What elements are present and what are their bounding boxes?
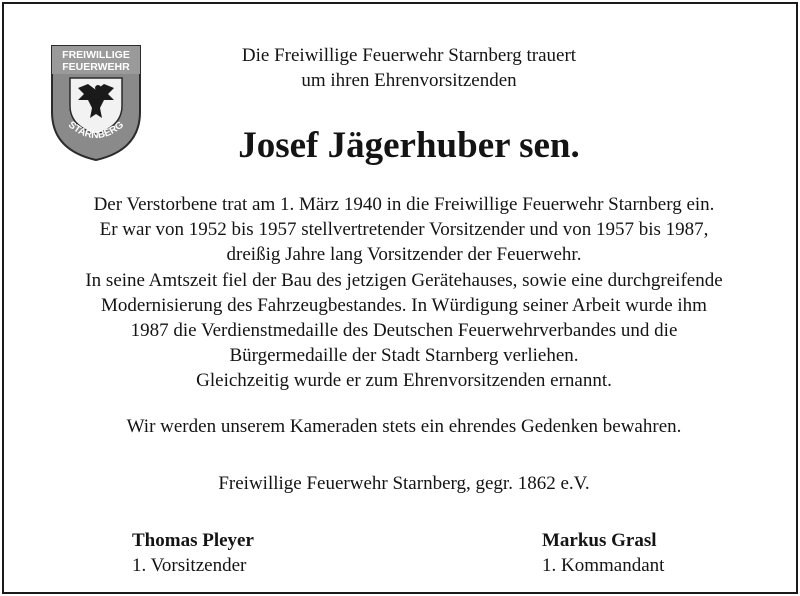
body-line: Gleichzeitig wurde er zum Ehrenvorsitzenden ernannt. xyxy=(196,370,612,392)
body-line: Der Verstorbene trat am 1. März 1940 in die Freiwillige Feuerwehr Starnberg ein. xyxy=(93,194,715,215)
body-line: Bürgermedaille der Stadt Starnberg verliehen. xyxy=(229,345,579,367)
logo-arc-text: STARNBERG xyxy=(66,119,126,142)
organization-line: Freiwillige Feuerwehr Starnberg, gegr. 1862 e.V. xyxy=(218,473,590,494)
signatory-right xyxy=(542,528,664,578)
body-line: dreißig Jahre lang Vorsitzender der Feuerwehr. xyxy=(226,244,582,266)
signatory-name: Markus Grasl xyxy=(542,530,657,551)
header-line-2: um ihren Ehrenvorsitzenden xyxy=(301,70,517,91)
body-line: Modernisierung des Fahrzeugbestandes. In Würdigung seiner Arbeit wurde ihm xyxy=(101,294,707,316)
signatory-name: Thomas Pleyer xyxy=(132,530,254,551)
logo-line1: FREIWILLIGE xyxy=(62,49,130,61)
body-line: In seine Amtszeit fiel der Bau des jetzigen Gerätehauses, sowie eine durchgreifende xyxy=(85,269,723,291)
header-line-1: Die Freiwillige Feuerwehr Starnberg trauert xyxy=(241,45,577,66)
notice-header xyxy=(154,43,664,93)
fire-brigade-logo xyxy=(48,42,144,162)
body-line: Er war von 1952 bis 1957 stellvertretender Vorsitzender und von 1957 bis 1987, xyxy=(99,219,709,241)
signatory-left xyxy=(132,528,254,578)
body-line: 1987 die Verdienstmedaille des Deutschen Feuerwehrverbandes und die xyxy=(130,320,678,342)
tribute-line: Wir werden unserem Kameraden stets ein ehrendes Gedenken bewahren. xyxy=(126,416,682,437)
fire-brigade-badge-icon xyxy=(48,42,144,162)
obituary-body xyxy=(14,192,794,394)
logo-line2: FEUERWEHR xyxy=(62,61,130,73)
deceased-name: Josef Jägerhuber sen. xyxy=(238,125,580,166)
obituary-notice xyxy=(2,2,798,594)
signatory-role: 1. Vorsitzender xyxy=(132,555,247,576)
signatory-role: 1. Kommandant xyxy=(542,555,665,576)
